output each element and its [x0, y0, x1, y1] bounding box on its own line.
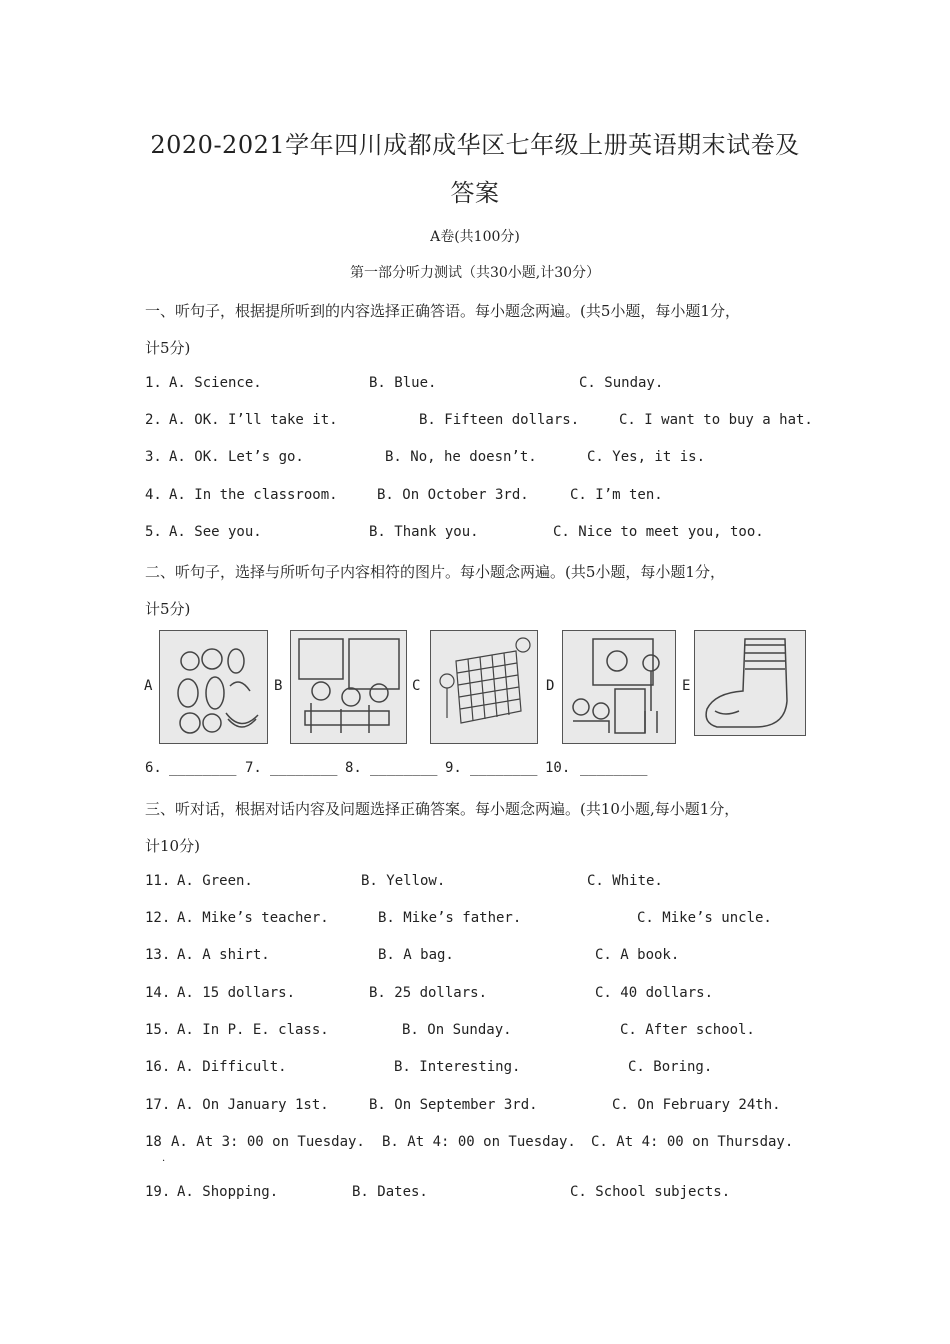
sock-picture-icon [694, 630, 806, 736]
question-row [145, 910, 825, 932]
section1-heading: 一、听句子，根据提所听到的内容选择正确答语。每小题念两遍。(共5小题，每小题1分， [145, 302, 740, 320]
option-b: B. On September 3rd. [369, 1097, 538, 1113]
answer-blank[interactable]: ________ [370, 760, 438, 776]
blank-number: 7. [245, 760, 262, 776]
picture-options [140, 630, 810, 750]
option-a: A. 15 dollars. [177, 985, 296, 1001]
option-c: C. On February 24th. [612, 1097, 781, 1113]
picture-letter: A [144, 678, 153, 694]
question-row [145, 985, 825, 1007]
option-b: B. A bag. [378, 947, 454, 963]
option-c: C. Boring. [628, 1059, 713, 1075]
fruits-picture-icon [159, 630, 268, 744]
question-row [145, 524, 825, 546]
question-number: 19. [145, 1184, 171, 1200]
question-number: 18 [145, 1134, 162, 1150]
picture-letter: E [682, 678, 691, 694]
blank-number: 8. [345, 760, 362, 776]
option-a: A. In P. E. class. [177, 1022, 329, 1038]
option-c: C. Yes, it is. [587, 449, 706, 465]
picture-letter: B [274, 678, 283, 694]
answer-blank[interactable]: ________ [580, 760, 648, 776]
blank-number: 9. [445, 760, 462, 776]
question-row [145, 412, 825, 434]
section1-heading-cont: 计5分) [145, 339, 191, 357]
option-c: C. I want to buy a hat. [619, 412, 813, 428]
option-b: B. Blue. [369, 375, 437, 391]
question-row [145, 1097, 825, 1119]
option-c: C. 40 dollars. [595, 985, 714, 1001]
question-row [145, 1022, 825, 1044]
option-a: A. OK. I’ll take it. [169, 412, 338, 428]
option-a: A. Green. [177, 873, 253, 889]
question-row [145, 375, 825, 397]
option-a: A. Science. [169, 375, 262, 391]
calendar-picture-icon [430, 630, 538, 744]
volume-label: A卷(共100分) [430, 229, 520, 245]
question-row [145, 449, 825, 471]
option-a: A. A shirt. [177, 947, 270, 963]
question-number: 12. [145, 910, 171, 926]
option-a: A. In the classroom. [169, 487, 338, 503]
question-row [145, 873, 825, 895]
option-a: A. At 3: 00 on Tuesday. [171, 1134, 365, 1150]
question-row [145, 1059, 825, 1081]
question-row [145, 1184, 825, 1206]
document-title-line2: 答案 [450, 179, 500, 207]
option-a: A. Difficult. [177, 1059, 287, 1075]
option-b: B. 25 dollars. [369, 985, 488, 1001]
option-a: A. Shopping. [177, 1184, 279, 1200]
question-number: 2. [145, 412, 162, 428]
question-number: 15. [145, 1022, 171, 1038]
section2-heading: 二、听句子，选择与所听句子内容相符的图片。每小题念两遍。(共5小题，每小题1分， [145, 563, 725, 581]
blank-number: 10. [545, 760, 571, 776]
option-b: B. Interesting. [394, 1059, 521, 1075]
children-reading-picture-icon [290, 630, 407, 744]
blank-number: 6. [145, 760, 162, 776]
question18-mark: · [162, 1156, 166, 1167]
option-c: C. School subjects. [570, 1184, 731, 1200]
question-number: 11. [145, 873, 171, 889]
option-b: B. No, he doesn’t. [385, 449, 537, 465]
option-c: C. White. [587, 873, 663, 889]
option-b: B. Fifteen dollars. [419, 412, 580, 428]
option-c: C. Nice to meet you, too. [553, 524, 764, 540]
option-c: C. After school. [620, 1022, 755, 1038]
question-number: 3. [145, 449, 162, 465]
option-c: C. At 4: 00 on Thursday. [591, 1134, 794, 1150]
option-b: B. On Sunday. [402, 1022, 512, 1038]
question-number: 16. [145, 1059, 171, 1075]
question-row [145, 487, 825, 509]
part1-heading: 第一部分听力测试（共30小题,计30分） [349, 265, 601, 281]
option-b: B. Mike’s father. [378, 910, 522, 926]
section2-heading-cont: 计5分) [145, 600, 191, 618]
question-number: 14. [145, 985, 171, 1001]
option-b: B. Thank you. [369, 524, 479, 540]
answer-blank[interactable]: ________ [270, 760, 338, 776]
section3-heading: 三、听对话，根据对话内容及问题选择正确答案。每小题念两遍。(共10小题,每小题1分， [145, 800, 740, 818]
option-c: C. I’m ten. [570, 487, 663, 503]
option-a: A. Mike’s teacher. [177, 910, 329, 926]
question-number: 1. [145, 375, 162, 391]
option-c: C. A book. [595, 947, 680, 963]
option-c: C. Mike’s uncle. [637, 910, 772, 926]
option-c: C. Sunday. [579, 375, 664, 391]
option-b: B. At 4: 00 on Tuesday. [382, 1134, 576, 1150]
option-b: B. On October 3rd. [377, 487, 529, 503]
answer-blank[interactable]: ________ [169, 760, 237, 776]
question-number: 5. [145, 524, 162, 540]
question-row [145, 947, 825, 969]
option-b: B. Dates. [352, 1184, 428, 1200]
picture-letter: C [412, 678, 421, 694]
section3-heading-cont: 计10分) [145, 837, 200, 855]
answer-blank[interactable]: ________ [470, 760, 538, 776]
document-title-line1: 2020-2021学年四川成都成华区七年级上册英语期末试卷及 [150, 131, 800, 159]
option-a: A. See you. [169, 524, 262, 540]
question-number: 17. [145, 1097, 171, 1113]
option-a: A. On January 1st. [177, 1097, 329, 1113]
question-number: 4. [145, 487, 162, 503]
option-b: B. Yellow. [361, 873, 446, 889]
classroom-teacher-picture-icon [562, 630, 676, 744]
picture-letter: D [546, 678, 555, 694]
question-number: 13. [145, 947, 171, 963]
option-a: A. OK. Let’s go. [169, 449, 304, 465]
question-row [145, 1134, 825, 1156]
